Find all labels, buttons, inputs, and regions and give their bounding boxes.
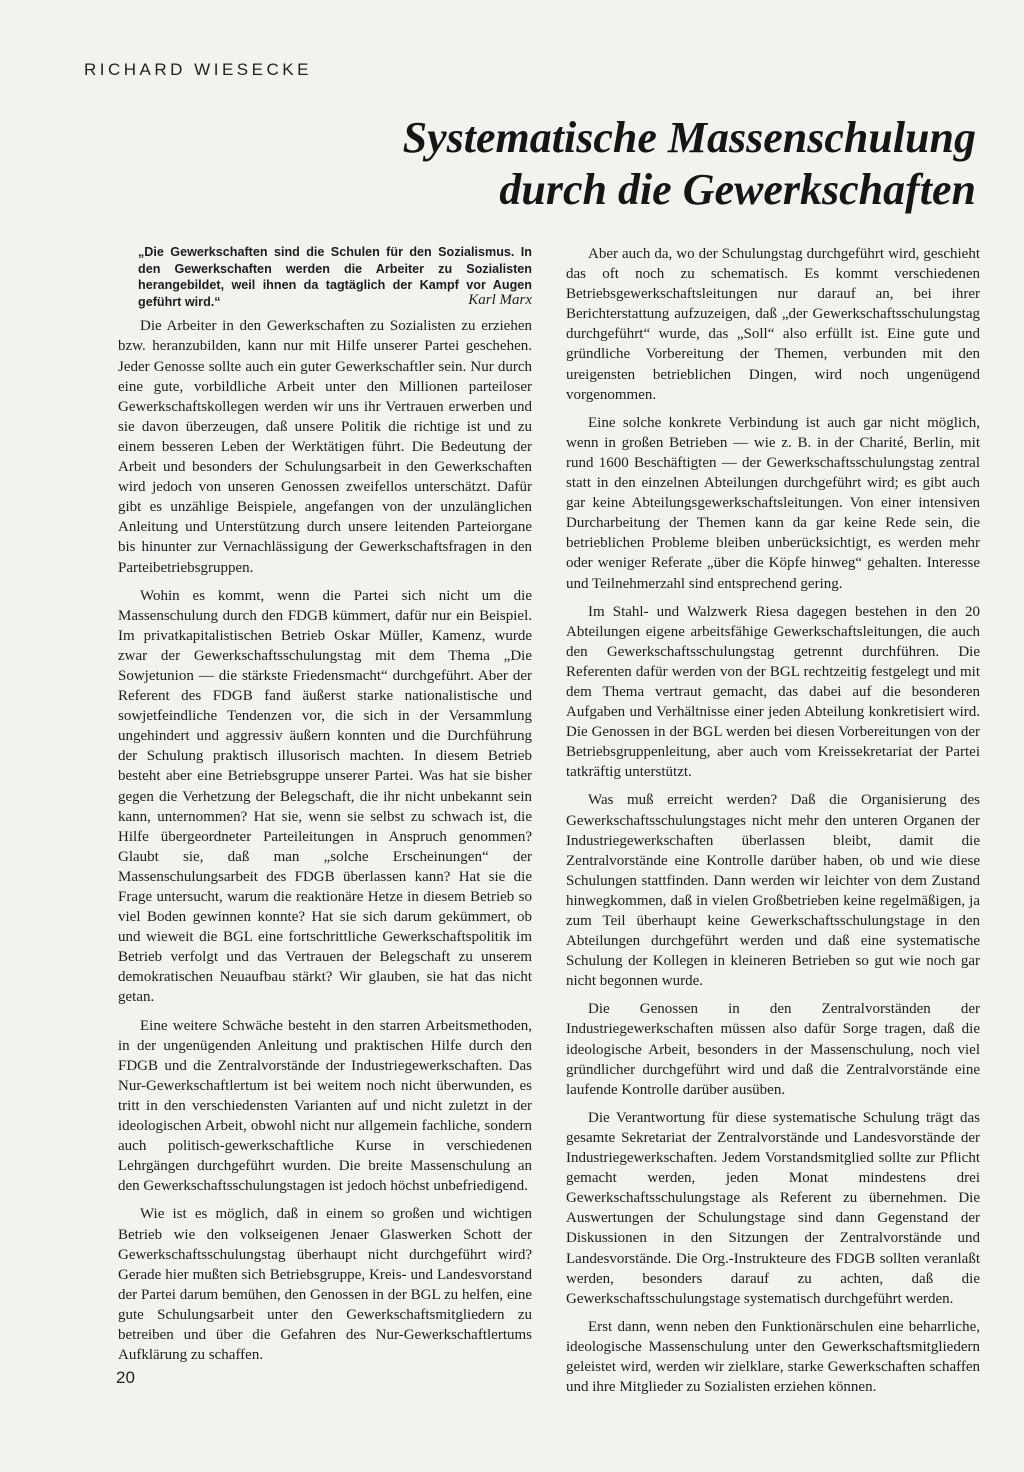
left-column [118,244,532,1373]
article-title [76,112,976,216]
epigraph [138,244,532,310]
paragraph: Aber auch da, wo der Schulungstag durchgeführt wird, geschieht das oft noch zu schematisch. Es kommt verschiedenen Betriebsgewerkschaftsleitungen nur darauf an, bei ihrer Berichterstattung aufzuzeigen, daß „der Gewerkschaftsschulungstag durchgeführt“ wurde, das „Soll“ also erfüllt ist. Eine gute und gründliche Vorbereitung der Themen, verbunden mit den ureigensten betrieblichen Dingen, wird noch ungenügend vorgenommen. [566,246,980,403]
author-name: RICHARD WIESECKE [84,60,312,79]
paragraph: Im Stahl- und Walzwerk Riesa dagegen bestehen in den 20 Abteilungen eigene arbeitsfähige Gewerkschaftsleitungen, die auch den Gewerkschaftsschulungstag getrennt durchführen. Die Referenten dafür werden von der BGL rechtzeitig festgelegt und mit dem Thema vertraut gemacht, das dabei auf die besonderen Aufgaben und Verhältnisse einer jeden Abteilung konkretisiert wird. Die Genossen in der BGL werden bei diesen Vorbereitungen von der Betriebsgruppenleitung, aber auch vom Kreissekretariat der Partei tatkräftig unterstützt. [566,603,980,781]
paragraph: Was muß erreicht werden? Daß die Organisierung des Gewerkschaftsschulungstages nicht mehr den unteren Organen der Industriegewerkschaften überlassen bleibt, damit die Zentralvorstände eine Kontrolle darüber haben, ob und wie diese Schulungen stattfinden. Dann werden wir leichter von dem Zustand hinwegkommen, daß in vielen Großbetrieben keine regelmäßigen, ja zum Teil überhaupt keine Gewerkschaftsschulungstage in den Abteilungen durchgeführt werden und daß eine systematische Schulung der Kollegen in kleineren Betrieben so gut wie noch gar nicht begonnen wurde. [566,792,980,990]
page-number: 20 [116,1368,135,1387]
paragraph: Wie ist es möglich, daß in einem so großen und wichtigen Betrieb wie den volkseigenen Jenaer Glaswerken Schott der Gewerkschaftsschulungstag überhaupt nicht durchgeführt wird? Gerade hier mußten sich Betriebsgruppe, Kreis- und Landesvorstand der Partei darum bemühen, den Genossen in der BGL zu helfen, eine gute Schulungsarbeit unter den Gewerkschaftsmitgliedern zu betreiben und über die Gefahren des Nur-Gewerkschaftlertums Aufklärung zu schaffen. [118,1206,532,1364]
paragraph: Wohin es kommt, wenn die Partei sich nicht um die Massenschulung durch den FDGB kümmert, dafür nur ein Beispiel. Im privatkapitalistischen Betrieb Oskar Müller, Kamenz, wurde zwar der Gewerkschaftsschulungstag mit dem Thema „Die Sowjetunion — die stärkste Friedensmacht“ durchgeführt. Aber der Referent des FDGB fand äußerst starke nationalistische und sowjetfeindliche Tendenzen vor, die sich in der Versammlung ungehindert und aggressiv äußern konnten und die Durchführung der Schulung praktisch illusorisch machten. In diesem Betrieb besteht aber eine Betriebsgruppe unserer Partei. Was hat sie bisher gegen die Verhetzung der Belegschaft, die ihr nicht unbekannt sein kann, unternommen? Hat sie, wenn sie selbst zu schwach ist, die Hilfe übergeordneter Parteileitungen in Anspruch genommen? Glaubt sie, daß man „solche Erscheinungen“ der Massenschulungsarbeit des FDGB überlassen kann? Hat sie die Frage untersucht, warum die reaktionäre Hetze in diesem Betrieb so viel Boden gewinnen konnte? Hat sie sich darum gekümmert, ob und wieweit die BGL eine fortschrittliche Gewerkschaftspolitik im Betrieb verfolgt und das Vertrauen der Belegschaft zu unserem demokratischen Neuaufbau stärkt? Wir glauben, sie hat das nicht getan. [118,587,532,1006]
title-line-1: Systematische Massenschulung [402,113,976,162]
paragraph: Erst dann, wenn neben den Funktionärschulen eine beharrliche, ideologische Massenschulung unter den Gewerkschaftsmitgliedern geleistet wird, werden wir zielklare, starke Gewerkschaften schaffen und ihre Mitglieder zu Sozialisten erziehen können. [566,1318,980,1396]
paragraph: Die Arbeiter in den Gewerkschaften zu Sozialisten zu erziehen bzw. heranzubilden, kann nur mit Hilfe unserer Partei geschehen. Jeder Genosse sollte auch ein guter Gewerkschaftler sein. Nur durch eine gute, vorbildliche Arbeit unter den Millionen parteiloser Gewerkschaftskollegen werden wir uns ihr Vertrauen erwerben und sie davon überzeugen, daß unsere Politik die richtige ist und zu einem besseren Leben der Werktätigen führt. Die Bedeutung der Arbeit und besonders der Schulungsarbeit in den Gewerkschaften wird jedoch von unseren Genossen zweifellos unterschätzt. Dafür gibt es unzählige Beispiele, angefangen von der unzulänglichen Anleitung und Unterstützung durch unsere leitenden Parteiorgane bis hinunter zur Vernachlässigung der Gewerkschaftsfragen in den Parteibetriebsgruppen. [118,318,532,576]
epigraph-attribution: Karl Marx [468,291,532,308]
paragraph: Eine weitere Schwäche besteht in den starren Arbeitsmethoden, in der ungenügenden Anleitung und praktischen Hilfe durch den FDGB und die Zentralvorstände der Industriegewerkschaften. Das Nur-Gewerkschaftlertum ist bei weitem noch nicht überwunden, es tritt in den verschiedensten Varianten auf und nicht zuletzt in der ideologischen Arbeit, obwohl nicht nur allgemein fachliche, sondern auch politisch-gewerkschaftliche Kurse in verschiedenen Lehrgängen durchgeführt wurden. Die breite Massenschulung an den Gewerkschaftsschulungstagen ist jedoch höchst unbefriedigend. [118,1017,532,1195]
right-column [566,244,980,1405]
title-line-2: durch die Gewerkschaften [499,165,976,214]
paragraph: Eine solche konkrete Verbindung ist auch gar nicht möglich, wenn in großen Betrieben — wie z. B. in der Charité, Berlin, mit rund 1600 Beschäftigten — der Gewerkschaftsschulungstag zentral statt in den einzelnen Abteilungen durchgeführt wird; es gibt auch gar keine Abteilungsgewerkschaftsleitungen. Von einer intensiven Durcharbeitung der Themen kann da gar keine Rede sein, die betrieblichen Probleme bleiben unberücksichtigt, es werden mehr oder weniger Referate „über die Köpfe hinweg“ gehalten. Interesse und Teilnehmerzahl sind entsprechend gering. [566,414,980,592]
paragraph: Die Genossen in den Zentralvorständen der Industriegewerkschaften müssen also dafür Sorge tragen, daß die ideologische Arbeit, besonders in der Massenschulung, noch viel gründlicher durchgeführt wird und daß die Zentralvorstände eine laufende Kontrolle darüber ausüben. [566,1001,980,1098]
epigraph-quote: „Die Gewerkschaften sind die Schulen für den Sozialismus. In den Gewerkschaften werden die Arbeiter zu Sozialisten herangebildet, weil ihnen da tagtäglich der Kampf vor Augen geführt wird.“ [138,245,532,309]
paragraph: Die Verantwortung für diese systematische Schulung trägt das gesamte Sekretariat der Zentralvorstände und Landesvorstände der Industriegewerkschaften. Jedem Vorstandsmitglied sollte zur Pflicht gemacht werden, jeden Monat mindestens drei Gewerkschaftsschulungstage als Referent zu übernehmen. Die Auswertungen der Schulungstage sind dann Gegenstand der Diskussionen in den Sitzungen der Zentralvorstände und Landesvorstände. Die Org.-Instrukteure des FDGB sollten veranlaßt werden, besonders darauf zu achten, daß die Gewerkschaftsschulungstage systematisch durchgeführt werden. [566,1109,980,1307]
